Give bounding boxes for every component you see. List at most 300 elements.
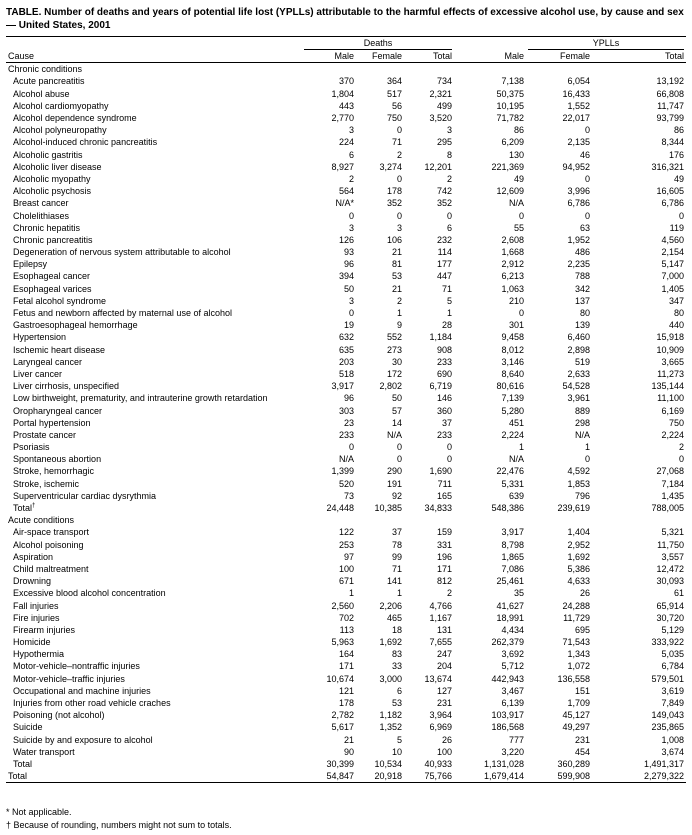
value-cell: 0 bbox=[446, 442, 452, 453]
value-cell: 171 bbox=[436, 563, 452, 574]
cause-cell: Alcohol cardiomyopathy bbox=[13, 100, 109, 111]
value-cell: 8,927 bbox=[331, 161, 354, 172]
value-cell: 465 bbox=[386, 612, 402, 623]
value-cell: 119 bbox=[669, 222, 684, 233]
value-cell: 247 bbox=[436, 649, 452, 660]
table-row bbox=[6, 149, 686, 161]
table-row bbox=[6, 380, 686, 392]
cause-cell: Suicide bbox=[13, 722, 43, 733]
value-cell: 3 bbox=[348, 295, 354, 306]
value-cell: 235,865 bbox=[651, 722, 684, 733]
value-cell: 90 bbox=[343, 746, 354, 757]
cause-cell: Motor-vehicle–nontraffic injuries bbox=[13, 661, 140, 672]
value-cell: 54,528 bbox=[562, 381, 590, 392]
grand-total-value-cell: 1,679,414 bbox=[454, 770, 526, 783]
value-cell: 12,201 bbox=[424, 161, 452, 172]
value-cell: 71 bbox=[391, 563, 402, 574]
value-cell: 8,012 bbox=[501, 344, 524, 355]
value-cell: 204 bbox=[436, 661, 452, 672]
section-total-label bbox=[6, 758, 302, 770]
value-cell: 5,280 bbox=[501, 405, 524, 416]
yplls-total-header: Total bbox=[592, 50, 686, 63]
value-cell: 552 bbox=[386, 332, 402, 343]
grand-total-value-cell: 75,766 bbox=[404, 770, 454, 783]
cause-cell: Alcoholic myopathy bbox=[13, 173, 91, 184]
table-row bbox=[6, 161, 686, 173]
cause-cell: Alcohol abuse bbox=[13, 88, 70, 99]
value-cell: 2,770 bbox=[331, 113, 354, 124]
value-cell: 83 bbox=[391, 649, 402, 660]
total-value-cell: 360,289 bbox=[557, 758, 590, 769]
value-cell: 3,146 bbox=[501, 356, 524, 367]
value-cell: 191 bbox=[386, 478, 402, 489]
cause-cell: Alcohol dependence syndrome bbox=[13, 113, 137, 124]
value-cell: N/A* bbox=[335, 198, 354, 209]
cause-cell: Liver cirrhosis, unspecified bbox=[13, 381, 120, 392]
value-cell: 177 bbox=[436, 259, 452, 270]
value-cell: 1,405 bbox=[661, 283, 684, 294]
value-cell: 7,655 bbox=[429, 637, 452, 648]
value-cell: 3 bbox=[348, 125, 354, 136]
value-cell: 2,608 bbox=[501, 234, 524, 245]
table-row bbox=[6, 368, 686, 380]
value-cell: 742 bbox=[436, 186, 452, 197]
table-row bbox=[6, 100, 686, 112]
value-cell: 262,379 bbox=[491, 637, 524, 648]
value-cell: 3 bbox=[348, 222, 354, 233]
value-cell: 695 bbox=[574, 624, 590, 635]
value-cell: 6,139 bbox=[501, 698, 524, 709]
value-cell: 2 bbox=[396, 149, 402, 160]
table-row bbox=[6, 441, 686, 453]
value-cell: 22,476 bbox=[496, 466, 524, 477]
value-cell: 702 bbox=[338, 612, 354, 623]
value-cell: 2 bbox=[678, 442, 684, 453]
total-value-cell: 40,933 bbox=[424, 758, 452, 769]
value-cell: 1,182 bbox=[379, 710, 402, 721]
value-cell: 233 bbox=[436, 356, 452, 367]
value-cell: 65,914 bbox=[656, 600, 684, 611]
value-cell: 2,633 bbox=[567, 368, 590, 379]
value-cell: 711 bbox=[437, 478, 452, 489]
value-cell: 1,865 bbox=[501, 551, 524, 562]
value-cell: 26 bbox=[441, 734, 452, 745]
value-cell: 3,619 bbox=[661, 685, 684, 696]
value-cell: 3,467 bbox=[501, 685, 524, 696]
value-cell: N/A bbox=[338, 454, 354, 465]
value-cell: 0 bbox=[518, 210, 524, 221]
value-cell: 10,674 bbox=[326, 673, 354, 684]
value-cell: 301 bbox=[508, 320, 524, 331]
cause-cell: Spontaneous abortion bbox=[13, 454, 102, 465]
value-cell: 35 bbox=[513, 588, 524, 599]
value-cell: 3,674 bbox=[661, 746, 684, 757]
cause-cell: Stroke, hemorrhagic bbox=[13, 466, 95, 477]
value-cell: 1 bbox=[584, 442, 590, 453]
group-header-row bbox=[6, 37, 686, 51]
value-cell: 5 bbox=[396, 734, 402, 745]
table-row bbox=[6, 539, 686, 551]
value-cell: 303 bbox=[338, 405, 354, 416]
value-cell: 2,235 bbox=[567, 259, 590, 270]
value-cell: 113 bbox=[339, 624, 354, 635]
value-cell: 78 bbox=[391, 539, 402, 550]
table-row bbox=[6, 124, 686, 136]
value-cell: 233 bbox=[436, 429, 452, 440]
section-header-row bbox=[6, 514, 686, 526]
value-cell: 253 bbox=[338, 539, 354, 550]
cause-cell: Esophageal varices bbox=[13, 283, 92, 294]
cause-cell: Chronic pancreatitis bbox=[13, 234, 93, 245]
value-cell: 45,127 bbox=[562, 710, 590, 721]
value-cell: 18,991 bbox=[496, 612, 524, 623]
cause-cell: Prostate cancer bbox=[13, 429, 77, 440]
table-row bbox=[6, 283, 686, 295]
value-cell: 5,963 bbox=[331, 637, 354, 648]
deaths-total-header: Total bbox=[404, 50, 454, 63]
value-cell: 11,100 bbox=[657, 393, 684, 404]
value-cell: 2,802 bbox=[379, 381, 402, 392]
table-row bbox=[6, 660, 686, 672]
value-cell: 37 bbox=[441, 417, 452, 428]
cause-cell: Oropharyngeal cancer bbox=[13, 405, 103, 416]
value-cell: 1,692 bbox=[567, 551, 590, 562]
table-row bbox=[6, 563, 686, 575]
value-cell: 53 bbox=[391, 271, 402, 282]
cause-cell: Laryngeal cancer bbox=[13, 356, 83, 367]
value-cell: 103,917 bbox=[491, 710, 524, 721]
value-cell: 96 bbox=[343, 259, 354, 270]
value-cell: 80,616 bbox=[496, 381, 524, 392]
value-cell: 11,729 bbox=[563, 612, 590, 623]
value-cell: 3,961 bbox=[567, 393, 590, 404]
value-cell: 7,086 bbox=[501, 563, 524, 574]
value-cell: 370 bbox=[338, 76, 354, 87]
table-row bbox=[6, 599, 686, 611]
value-cell: 0 bbox=[584, 173, 590, 184]
value-cell: 3,665 bbox=[661, 356, 684, 367]
table-row bbox=[6, 673, 686, 685]
cause-cell: Low birthweight, prematurity, and intrauterine growth retardation bbox=[13, 393, 268, 404]
value-cell: 2,224 bbox=[501, 429, 524, 440]
table-row bbox=[6, 234, 686, 246]
deaths-female-header: Female bbox=[356, 50, 404, 63]
value-cell: 671 bbox=[338, 576, 354, 587]
value-cell: 1,952 bbox=[567, 234, 590, 245]
value-cell: 1,690 bbox=[429, 466, 452, 477]
cause-cell: Stroke, ischemic bbox=[13, 478, 80, 489]
value-cell: 106 bbox=[386, 234, 402, 245]
cause-column-header: Cause bbox=[6, 50, 302, 63]
value-cell: 137 bbox=[574, 295, 590, 306]
table-row bbox=[6, 222, 686, 234]
value-cell: 159 bbox=[436, 527, 452, 538]
table-row bbox=[6, 490, 686, 502]
value-cell: 0 bbox=[396, 454, 402, 465]
value-cell: 316,321 bbox=[651, 161, 684, 172]
value-cell: 517 bbox=[386, 88, 402, 99]
value-cell: 100 bbox=[338, 563, 354, 574]
table-row bbox=[6, 112, 686, 124]
value-cell: 9 bbox=[396, 320, 402, 331]
total-value-cell: 10,534 bbox=[374, 758, 402, 769]
cause-cell: Injuries from other road vehicle craches bbox=[13, 698, 171, 709]
value-cell: 3,274 bbox=[379, 161, 402, 172]
value-cell: 5,147 bbox=[661, 259, 684, 270]
value-cell: 164 bbox=[338, 649, 354, 660]
value-cell: 93,799 bbox=[656, 113, 684, 124]
value-cell: 2,898 bbox=[567, 344, 590, 355]
cause-cell: Liver cancer bbox=[13, 368, 63, 379]
value-cell: 295 bbox=[436, 137, 452, 148]
value-cell: 8 bbox=[446, 149, 452, 160]
value-cell: 1,435 bbox=[661, 490, 684, 501]
cause-cell: Degeneration of nervous system attributable to alcohol bbox=[13, 247, 231, 258]
cause-cell: Alcoholic gastritis bbox=[13, 149, 83, 160]
cause-cell: Portal hypertension bbox=[13, 417, 91, 428]
value-cell: 2,912 bbox=[501, 259, 524, 270]
value-cell: 3,692 bbox=[501, 649, 524, 660]
value-cell: 66,808 bbox=[656, 88, 684, 99]
value-cell: 27,068 bbox=[656, 466, 684, 477]
cause-cell: Hypertension bbox=[13, 332, 67, 343]
deaths-male-header: Male bbox=[302, 50, 356, 63]
value-cell: 99 bbox=[391, 551, 402, 562]
section-header-row bbox=[6, 63, 686, 76]
table-row bbox=[6, 344, 686, 356]
table-row bbox=[6, 746, 686, 758]
value-cell: 1 bbox=[396, 308, 402, 319]
value-cell: 3,220 bbox=[501, 746, 524, 757]
table-title: TABLE. Number of deaths and years of potential life lost (YPLLs) attributable to the harmful effects of excessive alcohol use, by cause and sex — United States, 2001 bbox=[6, 7, 684, 31]
cause-cell: Ischemic heart disease bbox=[13, 344, 106, 355]
value-cell: 71,782 bbox=[496, 113, 524, 124]
cause-cell: Alcohol poisoning bbox=[13, 539, 84, 550]
value-cell: 18 bbox=[391, 624, 402, 635]
value-cell: 520 bbox=[338, 478, 354, 489]
value-cell: 151 bbox=[574, 685, 590, 696]
value-cell: 394 bbox=[338, 271, 354, 282]
value-cell: 0 bbox=[348, 210, 354, 221]
value-cell: 3,917 bbox=[331, 381, 354, 392]
value-cell: 25,461 bbox=[496, 576, 524, 587]
value-cell: 579,501 bbox=[651, 673, 684, 684]
value-cell: 5 bbox=[446, 295, 452, 306]
value-cell: 6,786 bbox=[567, 198, 590, 209]
cause-cell: Hypothermia bbox=[13, 649, 65, 660]
value-cell: 796 bbox=[574, 490, 590, 501]
value-cell: 94,952 bbox=[562, 161, 590, 172]
value-cell: 6,209 bbox=[501, 137, 524, 148]
value-cell: 6,054 bbox=[567, 76, 590, 87]
value-cell: 6,460 bbox=[567, 332, 590, 343]
value-cell: 2 bbox=[348, 173, 354, 184]
footnote-rounding: † Because of rounding, numbers might not sum to totals. bbox=[6, 820, 232, 830]
value-cell: 114 bbox=[437, 247, 452, 258]
value-cell: 80 bbox=[579, 308, 590, 319]
value-cell: 56 bbox=[391, 100, 402, 111]
value-cell: 273 bbox=[386, 344, 402, 355]
cause-cell: Child maltreatment bbox=[13, 563, 89, 574]
value-cell: 0 bbox=[396, 125, 402, 136]
value-cell: 24,288 bbox=[562, 600, 590, 611]
value-cell: 81 bbox=[391, 259, 402, 270]
value-cell: 750 bbox=[668, 417, 684, 428]
table-row bbox=[6, 88, 686, 100]
value-cell: 0 bbox=[446, 454, 452, 465]
value-cell: 12,609 bbox=[496, 186, 524, 197]
grand-total-row bbox=[6, 770, 686, 783]
total-label: Total bbox=[13, 758, 33, 769]
value-cell: 178 bbox=[386, 186, 402, 197]
value-cell: 49,297 bbox=[562, 722, 590, 733]
total-footnote-mark: † bbox=[32, 503, 36, 510]
value-cell: 518 bbox=[338, 368, 354, 379]
yplls-male-header: Male bbox=[454, 50, 526, 63]
value-cell: 0 bbox=[348, 308, 354, 319]
value-cell: 1,072 bbox=[567, 661, 590, 672]
value-cell: 165 bbox=[436, 490, 452, 501]
value-cell: 1,709 bbox=[567, 698, 590, 709]
value-cell: 442,943 bbox=[491, 673, 524, 684]
value-cell: 11,750 bbox=[657, 539, 684, 550]
cause-cell: Suicide by and exposure to alcohol bbox=[13, 734, 153, 745]
value-cell: 50,375 bbox=[496, 88, 524, 99]
total-value-cell: 239,619 bbox=[557, 503, 590, 514]
value-cell: 2 bbox=[446, 173, 452, 184]
value-cell: 232 bbox=[436, 234, 452, 245]
value-cell: 141 bbox=[386, 576, 402, 587]
value-cell: 3 bbox=[396, 222, 402, 233]
value-cell: 196 bbox=[436, 551, 452, 562]
value-cell: 451 bbox=[508, 417, 524, 428]
value-cell: 1,399 bbox=[331, 466, 354, 477]
value-cell: 16,605 bbox=[656, 186, 684, 197]
table-row bbox=[6, 319, 686, 331]
value-cell: 49 bbox=[513, 173, 524, 184]
table-row bbox=[6, 197, 686, 209]
value-cell: 639 bbox=[508, 490, 524, 501]
value-cell: 519 bbox=[574, 356, 590, 367]
value-cell: 0 bbox=[584, 210, 590, 221]
cause-cell: Superventricular cardiac dysrythmia bbox=[13, 490, 157, 501]
value-cell: 10,909 bbox=[656, 344, 684, 355]
cause-cell: Acute pancreatitis bbox=[13, 76, 85, 87]
value-cell: 139 bbox=[574, 320, 590, 331]
value-cell: 5,331 bbox=[501, 478, 524, 489]
value-cell: 14 bbox=[391, 417, 402, 428]
value-cell: 13,192 bbox=[656, 76, 684, 87]
value-cell: 0 bbox=[348, 442, 354, 453]
value-cell: 11,747 bbox=[657, 100, 684, 111]
value-cell: 96 bbox=[343, 393, 354, 404]
table-row bbox=[6, 648, 686, 660]
value-cell: 4,633 bbox=[567, 576, 590, 587]
section-title: Acute conditions bbox=[8, 515, 75, 526]
total-label: Total bbox=[13, 503, 33, 514]
table-row bbox=[6, 587, 686, 599]
value-cell: 3,000 bbox=[379, 673, 402, 684]
cause-cell: Cholelithiases bbox=[13, 210, 70, 221]
value-cell: 564 bbox=[338, 186, 354, 197]
value-cell: 37 bbox=[391, 527, 402, 538]
value-cell: 23 bbox=[343, 417, 354, 428]
table-row bbox=[6, 734, 686, 746]
value-cell: 1,184 bbox=[429, 332, 452, 343]
value-cell: 3,520 bbox=[429, 113, 452, 124]
value-cell: 6,169 bbox=[661, 405, 684, 416]
value-cell: 6,213 bbox=[501, 271, 524, 282]
table-row bbox=[6, 404, 686, 416]
value-cell: 777 bbox=[508, 734, 524, 745]
value-cell: 635 bbox=[338, 344, 354, 355]
table-row bbox=[6, 685, 686, 697]
cause-cell: Poisoning (not alcohol) bbox=[13, 710, 105, 721]
value-cell: 71 bbox=[441, 283, 452, 294]
cause-cell: Gastroesophageal hemorrhage bbox=[13, 320, 138, 331]
section-total-row bbox=[6, 758, 686, 770]
value-cell: 10 bbox=[391, 746, 402, 757]
value-cell: 55 bbox=[513, 222, 524, 233]
value-cell: 750 bbox=[386, 113, 402, 124]
value-cell: 486 bbox=[574, 247, 590, 258]
value-cell: 127 bbox=[436, 685, 452, 696]
value-cell: 1 bbox=[518, 442, 524, 453]
value-cell: 149,043 bbox=[651, 710, 684, 721]
value-cell: 1,343 bbox=[567, 649, 590, 660]
value-cell: 46 bbox=[579, 149, 590, 160]
table-row bbox=[6, 526, 686, 538]
value-cell: 2,952 bbox=[567, 539, 590, 550]
cause-cell: Excessive blood alcohol concentration bbox=[13, 588, 166, 599]
cause-cell: Aspiration bbox=[13, 551, 54, 562]
value-cell: 41,627 bbox=[496, 600, 524, 611]
total-value-cell: 30,399 bbox=[326, 758, 354, 769]
table-body bbox=[6, 63, 686, 783]
value-cell: 50 bbox=[391, 393, 402, 404]
grand-total-label: Total bbox=[6, 770, 302, 783]
value-cell: 6 bbox=[396, 685, 402, 696]
cause-cell: Water transport bbox=[13, 746, 75, 757]
value-cell: N/A bbox=[508, 454, 524, 465]
value-cell: 221,369 bbox=[491, 161, 524, 172]
section-total-label bbox=[6, 502, 302, 514]
table-row bbox=[6, 612, 686, 624]
value-cell: 63 bbox=[579, 222, 590, 233]
value-cell: 908 bbox=[436, 344, 452, 355]
value-cell: 28 bbox=[441, 320, 452, 331]
value-cell: 71,543 bbox=[562, 637, 590, 648]
value-cell: 331 bbox=[436, 539, 452, 550]
grand-total-value-cell: 20,918 bbox=[356, 770, 404, 783]
value-cell: 3,964 bbox=[429, 710, 452, 721]
yplls-female-header: Female bbox=[526, 50, 592, 63]
value-cell: 788 bbox=[574, 271, 590, 282]
value-cell: 231 bbox=[574, 734, 590, 745]
value-cell: 5,321 bbox=[661, 527, 684, 538]
value-cell: 231 bbox=[436, 698, 452, 709]
value-cell: 30 bbox=[391, 356, 402, 367]
value-cell: 0 bbox=[678, 454, 684, 465]
value-cell: 126 bbox=[338, 234, 354, 245]
value-cell: 21 bbox=[391, 283, 402, 294]
value-cell: 2,206 bbox=[379, 600, 402, 611]
table-row bbox=[6, 173, 686, 185]
cause-cell: Alcohol polyneuropathy bbox=[13, 125, 107, 136]
total-value-cell: 1,491,317 bbox=[643, 758, 684, 769]
section-title: Chronic conditions bbox=[8, 64, 83, 75]
grand-total-value-cell: 599,908 bbox=[526, 770, 592, 783]
